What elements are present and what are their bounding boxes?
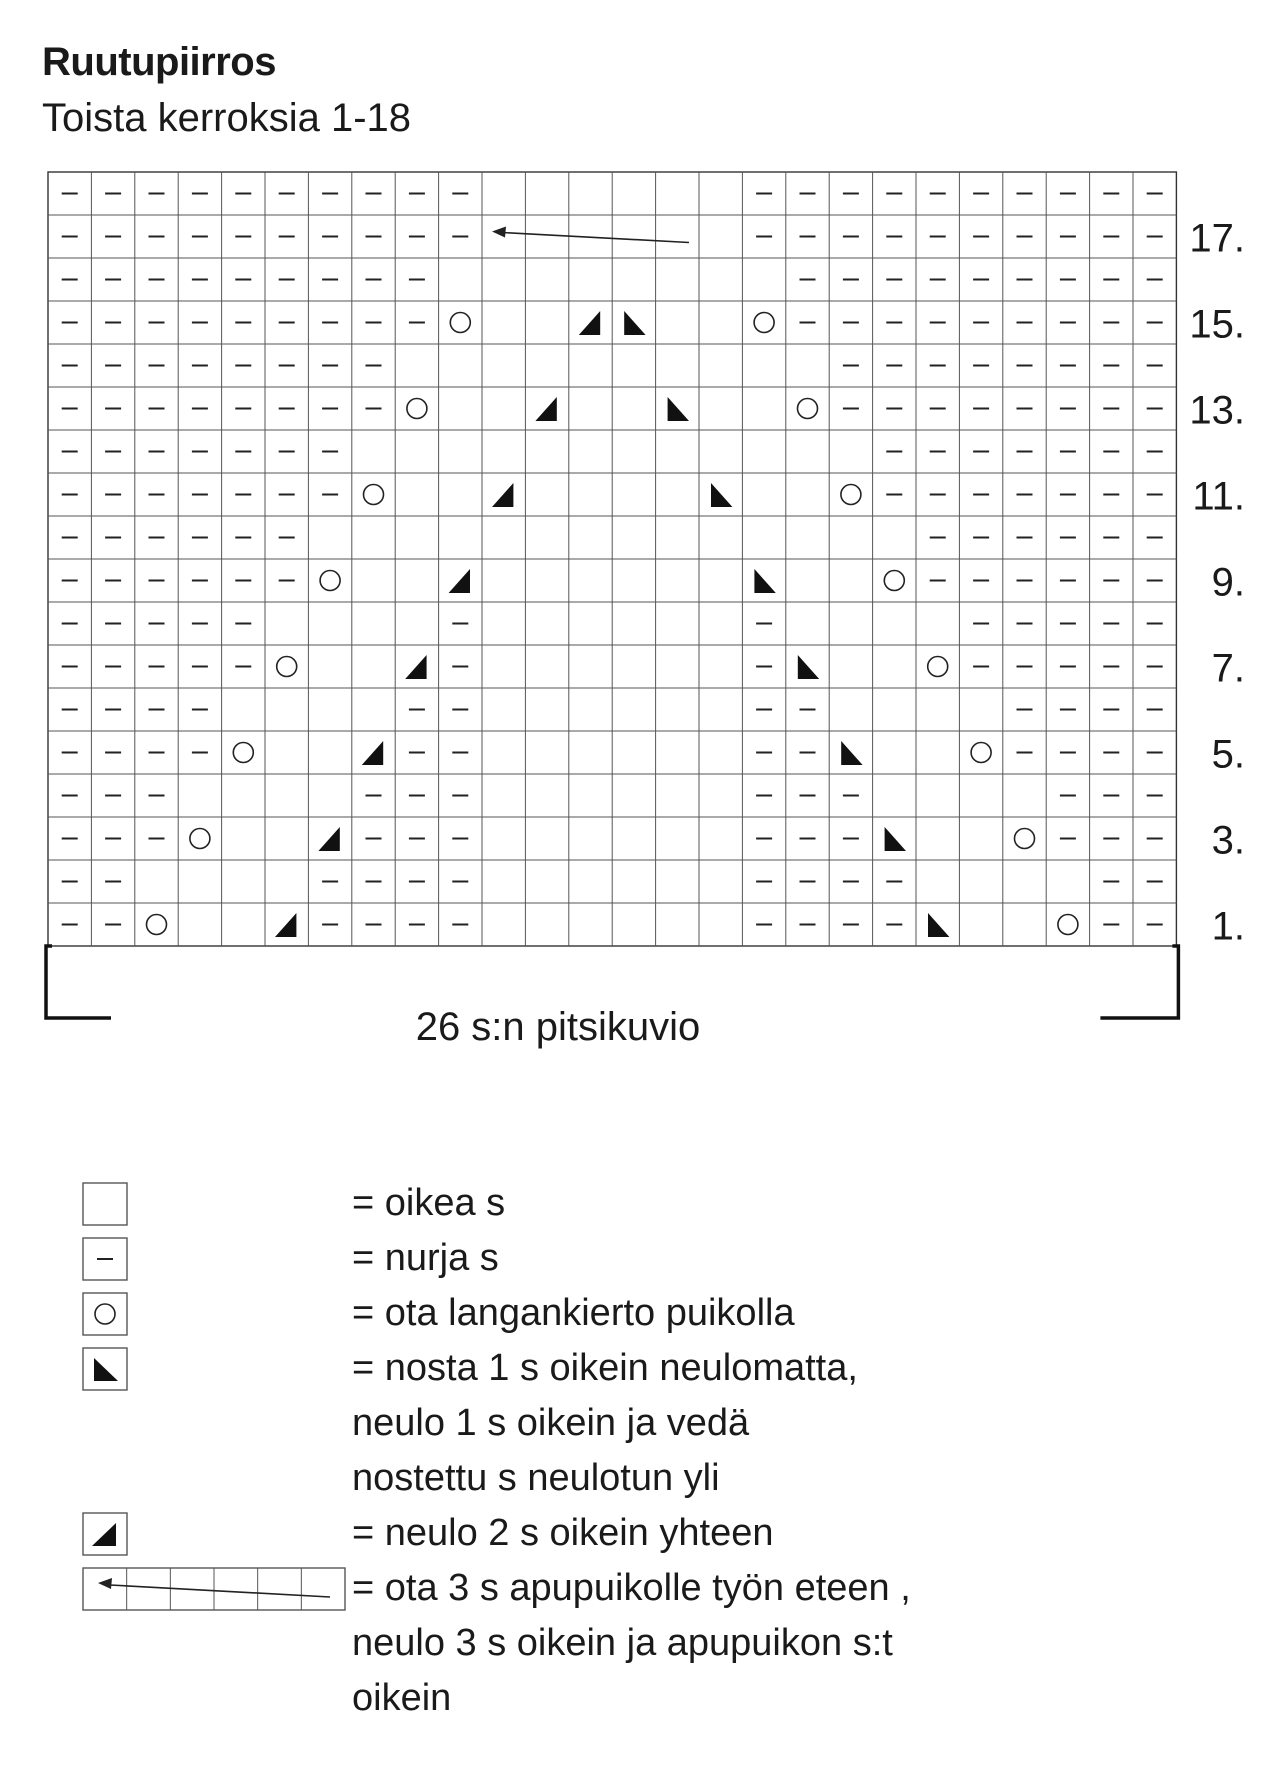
repeat-bracket-right [1100,946,1178,1018]
legend-text: neulo 3 s oikein ja apupuikon s:t [352,1622,893,1664]
yarn-over-stitch [798,399,818,419]
yarn-over-stitch [320,571,340,591]
repeat-bracket-left [46,946,111,1018]
yarn-over-stitch [971,743,991,763]
purl-symbol-icon [82,1237,130,1283]
legend-text: = nurja s [352,1237,499,1279]
yarn-over-stitch [450,313,470,333]
legend-text: oikein [352,1677,452,1719]
yarn-over-stitch [1015,829,1035,849]
row-label: 3. [1211,818,1245,863]
row-label: 5. [1211,732,1245,777]
legend-text: = oikea s [352,1182,506,1224]
yarn-over-stitch [147,915,167,935]
yarn-over-stitch [277,657,297,677]
k2tog-symbol-icon [82,1512,130,1558]
row-label: 7. [1211,646,1245,691]
row-label: 13. [1189,388,1245,433]
row-label: 17. [1189,216,1245,261]
legend-text: = ota 3 s apupuikolle työn eteen , [352,1567,911,1609]
chart-title: Ruutupiirros [42,40,276,84]
legend-text: = nosta 1 s oikein neulomatta, [352,1347,858,1389]
yarn-over-stitch [928,657,948,677]
legend-text: = neulo 2 s oikein yhteen [352,1512,774,1554]
row-label: 1. [1211,904,1245,949]
chart-subtitle: Toista kerroksia 1-18 [42,96,412,140]
knit-symbol-icon [82,1182,130,1228]
row-label: 9. [1211,560,1245,605]
yarn-over-stitch [1058,915,1078,935]
legend-text: neulo 1 s oikein ja vedä [352,1402,750,1444]
yarn-over-stitch [884,571,904,591]
yarn-over-stitch [841,485,861,505]
yarn-over-stitch [364,485,384,505]
row-label: 15. [1189,302,1245,347]
yarn-over-symbol-icon [82,1292,130,1338]
yarn-over-stitch [190,829,210,849]
cable-symbol-icon [82,1567,348,1613]
repeat-label: 26 s:n pitsikuvio [415,1005,701,1049]
ssk-symbol-icon [82,1347,130,1393]
legend-text: = ota langankierto puikolla [352,1292,795,1334]
row-label: 11. [1192,474,1245,519]
yarn-over-stitch [233,743,253,763]
legend-text: nostettu s neulotun yli [352,1457,720,1499]
yarn-over-stitch [407,399,427,419]
yarn-over-stitch [754,313,774,333]
